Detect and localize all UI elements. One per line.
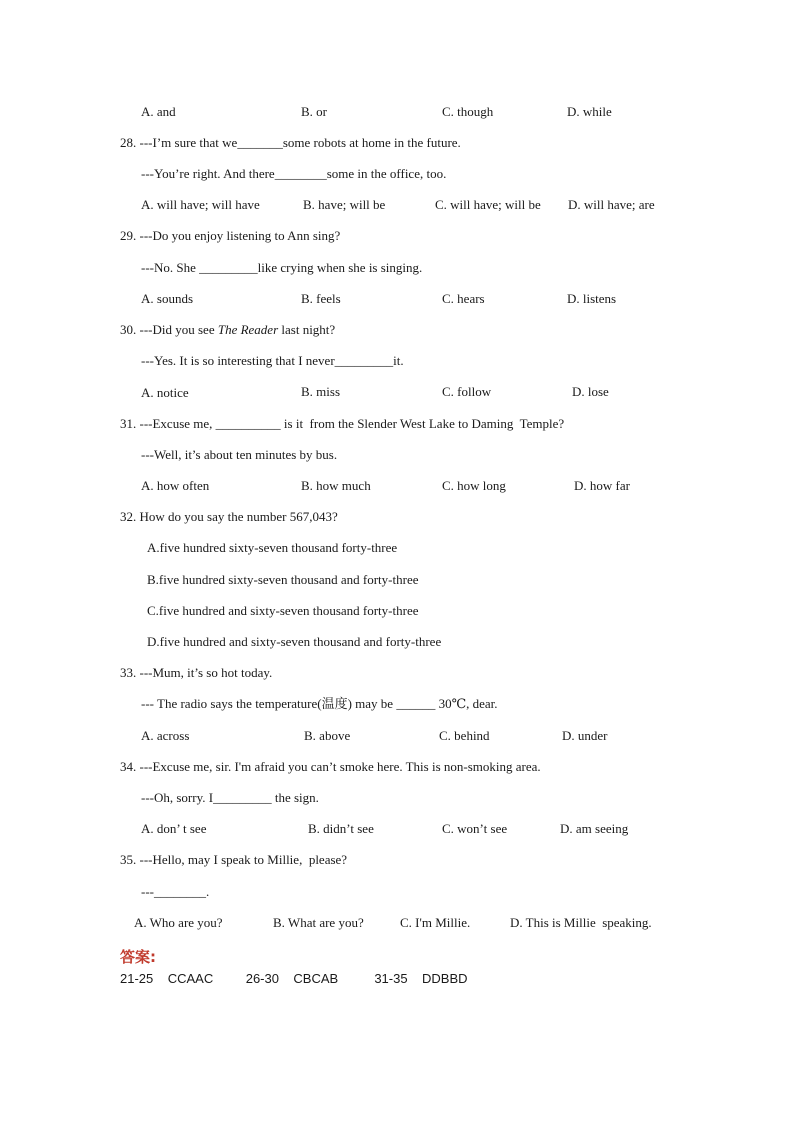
q34-option-b: B. didn’t see [308,821,374,836]
q28-response: ---You’re right. And there________some in the office, too. [141,166,447,181]
q30-movie-title: The Reader [217,322,279,337]
q27-option-d: D. while [567,104,612,119]
q27-option-c: C. though [442,104,494,119]
q30-option-b: B. miss [301,384,341,399]
q28-option-a: A. will have; will have [141,197,260,212]
q29-option-c: C. hears [442,291,485,306]
q35-response: ---________. [141,884,210,899]
q33-response: --- The radio says the temperature(温度) may be ______ 30℃, dear. [141,696,498,711]
q27-option-b: B. or [301,104,327,119]
q31-option-d: D. how far [574,478,630,493]
q30-question-pre: 30. ---Did you see [120,322,218,337]
q28-question: 28. ---I’m sure that we_______some robots at home in the future. [120,135,461,150]
q30-response: ---Yes. It is so interesting that I never_________it. [141,353,404,368]
q30-question-post: last night? [278,322,336,337]
q35-option-d: D. This is Millie speaking. [510,915,652,930]
q28-option-d: D. will have; are [568,197,655,212]
q29-response: ---No. She _________like crying when she is singing. [141,260,423,275]
q28-option-b: B. have; will be [303,197,386,212]
q31-response: ---Well, it’s about ten minutes by bus. [141,447,338,462]
q31-option-b: B. how much [301,478,371,493]
q30-question [120,322,335,338]
answers-heading: 答案: [120,948,156,966]
q32-option-b: B.five hundred sixty-seven thousand and forty-three [147,572,419,587]
q29-question: 29. ---Do you enjoy listening to Ann sing? [120,228,341,243]
q30-option-a: A. notice [141,385,189,400]
q29-option-d: D. listens [567,291,617,306]
q28-option-c: C. will have; will be [435,197,541,212]
q32-option-c: C.five hundred and sixty-seven thousand forty-three [147,603,419,618]
q31-question: 31. ---Excuse me, __________ is it from the Slender West Lake to Daming Temple? [120,416,565,431]
q33-question: 33. ---Mum, it’s so hot today. [120,665,273,680]
answers-key: 21-25 CCAAC 26-30 CBCAB 31-35 DDBBD [120,971,468,986]
q30-option-c: C. follow [442,384,492,399]
q34-response: ---Oh, sorry. I_________ the sign. [141,790,319,805]
q29-option-b: B. feels [301,291,341,306]
q35-option-b: B. What are you? [273,915,364,930]
q29-option-a: A. sounds [141,291,194,306]
q35-option-c: C. I'm Millie. [400,915,471,930]
q34-option-a: A. don’ t see [141,821,207,836]
q33-option-d: D. under [562,728,608,743]
q34-question: 34. ---Excuse me, sir. I'm afraid you can’t smoke here. This is non-smoking area. [120,759,541,774]
q33-option-c: C. behind [439,728,490,743]
q35-question: 35. ---Hello, may I speak to Millie, please? [120,852,348,867]
q33-option-a: A. across [141,728,190,743]
q33-option-b: B. above [304,728,351,743]
q34-option-d: D. am seeing [560,821,629,836]
q35-option-a: A. Who are you? [134,915,223,930]
q34-option-c: C. won’t see [442,821,508,836]
q27-option-a: A. and [141,104,176,119]
q32-option-d: D.five hundred and sixty-seven thousand and forty-three [147,634,442,649]
q31-option-a: A. how often [141,478,210,493]
q31-option-c: C. how long [442,478,506,493]
q32-question: 32. How do you say the number 567,043? [120,509,338,524]
q32-option-a: A.five hundred sixty-seven thousand forty-three [147,540,398,555]
q30-option-d: D. lose [572,384,609,399]
